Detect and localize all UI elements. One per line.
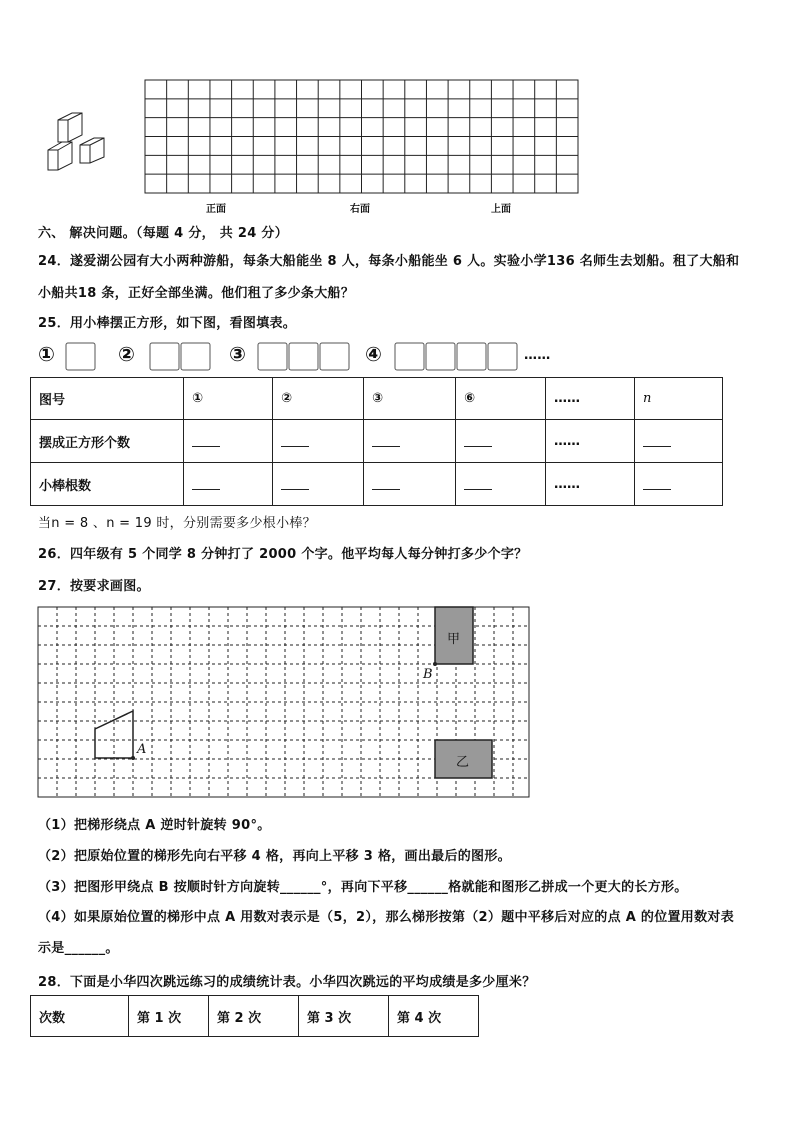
point-b — [433, 662, 437, 666]
answer-blank[interactable] — [192, 475, 220, 490]
header-cell: ② — [273, 378, 364, 420]
stick-square — [426, 343, 455, 370]
top-view-label: 上面 — [491, 204, 511, 215]
q27-sub-1: （1）把梯形绕点 A 逆时针旋转 90°。 — [38, 818, 271, 833]
header-cell: 第 3 次 — [299, 996, 389, 1037]
figure-label-2: ② — [118, 342, 136, 366]
q24-line1: 24．遂爱湖公园有大小两种游船，每条大船能坐 8 人，每条小船能坐 6 人。实验小学136 名师生去划船。租了大船和 — [38, 254, 740, 269]
section-title: 六、 解决问题。（每题 4 分， 共 24 分） — [38, 226, 288, 241]
answer-blank[interactable] — [643, 432, 671, 447]
stick-square — [289, 343, 318, 370]
header-cell: 第 4 次 — [389, 996, 479, 1037]
stick-square — [66, 343, 95, 370]
header-cell: 第 2 次 — [209, 996, 299, 1037]
view-drawing-grid — [145, 80, 578, 193]
q27-sub-4-cont: 示是______。 — [38, 941, 119, 956]
point-a-label: A — [137, 742, 147, 757]
q24-line2: 小船共18 条，正好全部坐满。他们租了多少条大船？ — [38, 286, 355, 301]
sticks-table — [30, 377, 723, 506]
answer-blank[interactable] — [192, 432, 220, 447]
table-row — [31, 420, 723, 463]
answer-blank[interactable] — [464, 475, 492, 490]
point-b-label: B — [423, 667, 433, 682]
q26-text: 26．四年级有 5 个同学 8 分钟打了 2000 个字。他平均每人每分钟打多少个字？ — [38, 547, 528, 562]
figure-label-4: ④ — [365, 342, 383, 366]
q27-sub-3: （3）把图形甲绕点 B 按顺时针方向旋转______°，再向下平移______格就能和图形乙拼成一个更大的长方形。 — [38, 880, 688, 895]
table-header-row — [31, 996, 479, 1037]
answer-blank[interactable] — [372, 432, 400, 447]
stick-square — [488, 343, 517, 370]
point-a — [131, 756, 135, 760]
figure-ellipsis: …… — [524, 348, 551, 363]
stick-square — [457, 343, 486, 370]
long-jump-table — [30, 995, 479, 1037]
q27-sub-4: （4）如果原始位置的梯形中点 A 用数对表示是（5，2），那么梯形按第（2）题中平移后对应的点 A 的位置用数对表 — [38, 910, 735, 925]
q27-sub-2: （2）把原始位置的梯形先向右平移 4 格，再向上平移 3 格，画出最后的图形。 — [38, 849, 511, 864]
header-cell: ① — [184, 378, 273, 420]
q25-text: 25．用小棒摆正方形，如下图，看图填表。 — [38, 316, 297, 331]
q27-text: 27．按要求画图。 — [38, 579, 150, 594]
header-cell: 第 1 次 — [129, 996, 209, 1037]
stick-square — [395, 343, 424, 370]
figure-label-3: ③ — [229, 342, 247, 366]
right-view-label: 右面 — [350, 204, 370, 215]
q25-followup: 当n = 8 、n = 19 时，分别需要多少根小棒？ — [38, 516, 316, 531]
front-view-label: 正面 — [206, 204, 226, 215]
header-cell: …… — [546, 378, 635, 420]
answer-blank[interactable] — [281, 475, 309, 490]
header-cell: ⑥ — [456, 378, 546, 420]
stick-square — [320, 343, 349, 370]
stick-square — [181, 343, 210, 370]
row-label: 小棒根数 — [31, 463, 184, 506]
header-cell: ③ — [364, 378, 456, 420]
table-header-row — [31, 378, 723, 420]
answer-blank[interactable] — [281, 432, 309, 447]
row-label: 摆成正方形个数 — [31, 420, 184, 463]
shape-yi-label: 乙 — [456, 755, 470, 770]
ellipsis-cell: …… — [546, 463, 635, 506]
answer-blank[interactable] — [372, 475, 400, 490]
header-cell: 次数 — [31, 996, 129, 1037]
ellipsis-cell: …… — [546, 420, 635, 463]
cube-stack-drawing — [48, 113, 104, 170]
table-row — [31, 463, 723, 506]
shape-jia-label: 甲 — [447, 632, 461, 647]
answer-blank[interactable] — [643, 475, 671, 490]
stick-square — [150, 343, 179, 370]
header-cell: 图号 — [31, 378, 184, 420]
stick-square — [258, 343, 287, 370]
header-cell: n — [635, 378, 723, 420]
figure-label-1: ① — [38, 342, 56, 366]
answer-blank[interactable] — [464, 432, 492, 447]
q28-text: 28．下面是小华四次跳远练习的成绩统计表。小华四次跳远的平均成绩是多少厘米？ — [38, 975, 536, 990]
